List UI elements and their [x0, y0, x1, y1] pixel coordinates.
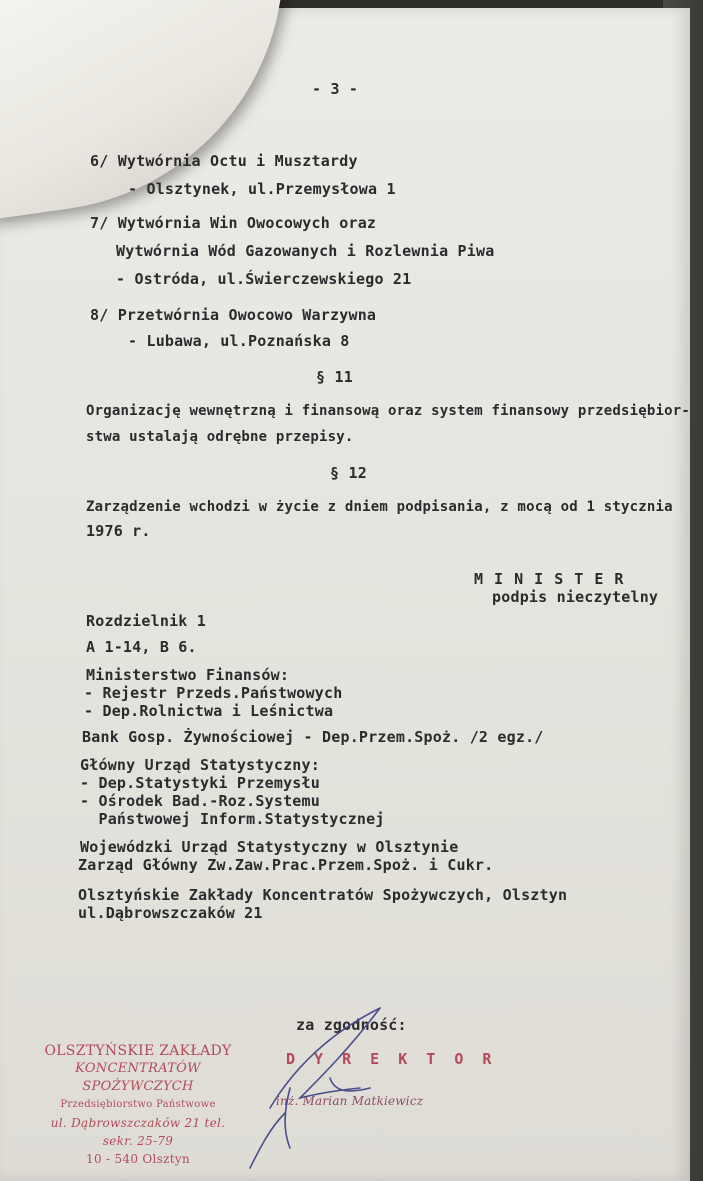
- distribution-heading: Rozdzielnik 1: [86, 612, 206, 630]
- company-stamp: [38, 1042, 238, 1168]
- distribution-item: - Dep.Statystyki Przemysłu: [80, 774, 320, 792]
- certification-label: za zgodność:: [296, 1016, 407, 1034]
- distribution-codes: A 1-14, B 6.: [86, 638, 197, 656]
- director-name: inż. Marian Matkiewicz: [276, 1094, 424, 1108]
- establishment-8-address: - Lubawa, ul.Poznańska 8: [128, 332, 350, 350]
- establishment-8-title: 8/ Przetwórnia Owocowo Warzywna: [90, 306, 377, 324]
- handwritten-signature: [230, 998, 430, 1178]
- distribution-item: Ministerstwo Finansów:: [86, 666, 290, 684]
- stamp-line: OLSZTYŃSKIE ZAKŁADY: [44, 1043, 232, 1059]
- distribution-item: Wojewódzki Urząd Statystyczny w Olsztynie: [80, 838, 459, 856]
- signatory-note: podpis nieczytelny: [492, 588, 659, 606]
- distribution-item: - Dep.Rolnictwa i Leśnictwa: [84, 702, 334, 720]
- certification-role: D Y R E K T O R: [286, 1050, 497, 1068]
- document-page: [0, 8, 690, 1181]
- establishment-6-title: 6/ Wytwórnia Octu i Musztardy: [90, 152, 358, 170]
- distribution-item: Olsztyńskie Zakłady Koncentratów Spożywczych, Olsztyn: [78, 886, 568, 904]
- distribution-item: Państwowej Inform.Statystycznej: [80, 810, 385, 828]
- stamp-line: Przedsiębiorstwo Państwowe: [60, 1099, 216, 1110]
- distribution-item: Główny Urząd Statystyczny:: [80, 756, 320, 774]
- page-number: - 3 -: [312, 80, 359, 98]
- section-11-text-line2: stwa ustalają odrębne przepisy.: [86, 429, 354, 445]
- establishment-7-title: 7/ Wytwórnia Win Owocowych oraz: [90, 214, 377, 232]
- stamp-line: KONCENTRATÓW SPOŻYWCZYCH: [75, 1061, 201, 1094]
- signatory-title: M I N I S T E R: [474, 570, 625, 588]
- stamp-line: ul. Dąbrowszczaków 21 tel. sekr. 25-79: [50, 1116, 226, 1148]
- section-12-text-line1: Zarządzenie wchodzi w życie z dniem podpisania, z mocą od 1 stycznia: [86, 499, 673, 515]
- establishment-6-address: - Olsztynek, ul.Przemysłowa 1: [128, 180, 396, 198]
- distribution-item: - Ośrodek Bad.-Roz.Systemu: [80, 792, 320, 810]
- section-12-text-line2: 1976 r.: [86, 522, 151, 540]
- establishment-7-line: Wytwórnia Wód Gazowanych i Rozlewnia Piwa: [116, 242, 495, 260]
- section-11-text-line1: Organizację wewnętrzną i finansową oraz system finansowy przedsiębior-: [86, 403, 691, 419]
- section-12-heading: § 12: [330, 464, 367, 482]
- stamp-line: 10 - 540 Olsztyn: [86, 1152, 190, 1166]
- section-11-heading: § 11: [316, 368, 353, 386]
- distribution-item: ul.Dąbrowszczaków 21: [78, 904, 263, 922]
- establishment-7-address: - Ostróda, ul.Świerczewskiego 21: [116, 270, 412, 288]
- distribution-item: Zarząd Główny Zw.Zaw.Prac.Przem.Spoż. i Cukr.: [78, 856, 494, 874]
- distribution-item: Bank Gosp. Żywnościowej - Dep.Przem.Spoż. /2 egz./: [82, 728, 544, 746]
- distribution-item: - Rejestr Przeds.Państwowych: [84, 684, 343, 702]
